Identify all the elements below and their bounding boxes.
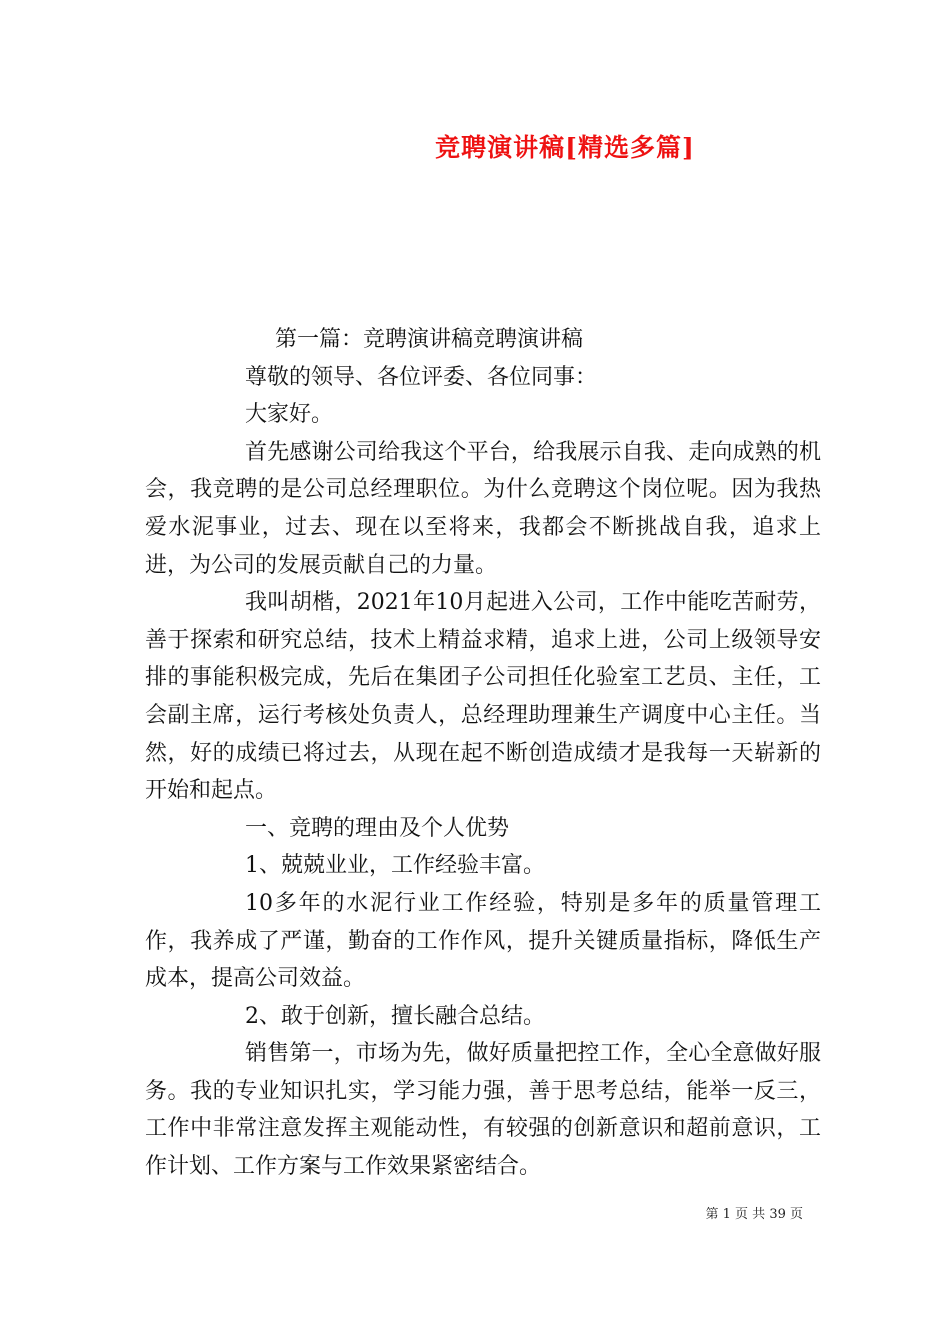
document-body: [145, 321, 821, 1186]
document-title: 竞聘演讲稿[精选多篇]: [435, 133, 695, 162]
point-2-body: 销售第一，市场为先，做好质量把控工作，全心全意做好服务。我的专业知识扎实，学习能力强，善于思考总结，能举一反三，工作中非常注意发挥主观能动性，有较强的创新意识和超前意识，工作计划、工作方案与工作效果紧密结合。: [145, 1041, 821, 1180]
point-1-heading: 1、兢兢业业，工作经验丰富。: [245, 853, 545, 879]
section-heading: 第一篇：竞聘演讲稿竞聘演讲稿: [275, 327, 584, 352]
salutation: 尊敬的领导、各位评委、各位同事：: [245, 364, 598, 390]
subheading-reasons: 一、竞聘的理由及个人优势: [245, 815, 510, 841]
greeting: 大家好。: [245, 402, 334, 428]
page-number: 第 1 页 共 39 页: [705, 1207, 803, 1222]
paragraph-intro: 首先感谢公司给我这个平台，给我展示自我、走向成熟的机会，我竞聘的是公司总经理职位。为什么竞聘这个岗位呢。因为我热爱水泥事业，过去、现在以至将来，我都会不断挑战自我，追求上进，为公司的发展贡献自己的力量。: [145, 439, 821, 578]
point-2-heading: 2、敢于创新，擅长融合总结。: [245, 1003, 545, 1029]
paragraph-background: 我叫胡楷，2021年10月起进入公司，工作中能吃苦耐劳，善于探索和研究总结，技术上精益求精，追求上进，公司上级领导安排的事能积极完成，先后在集团子公司担任化验室工艺员、主任，工会副主席，运行考核处负责人，总经理助理兼生产调度中心主任。当然，好的成绩已将过去，从现在起不断创造成绩才是我每一天崭新的开始和起点。: [145, 590, 821, 804]
point-1-body: 10多年的水泥行业工作经验，特别是多年的质量管理工作，我养成了严谨，勤奋的工作作风，提升关键质量指标，降低生产成本，提高公司效益。: [145, 890, 821, 992]
